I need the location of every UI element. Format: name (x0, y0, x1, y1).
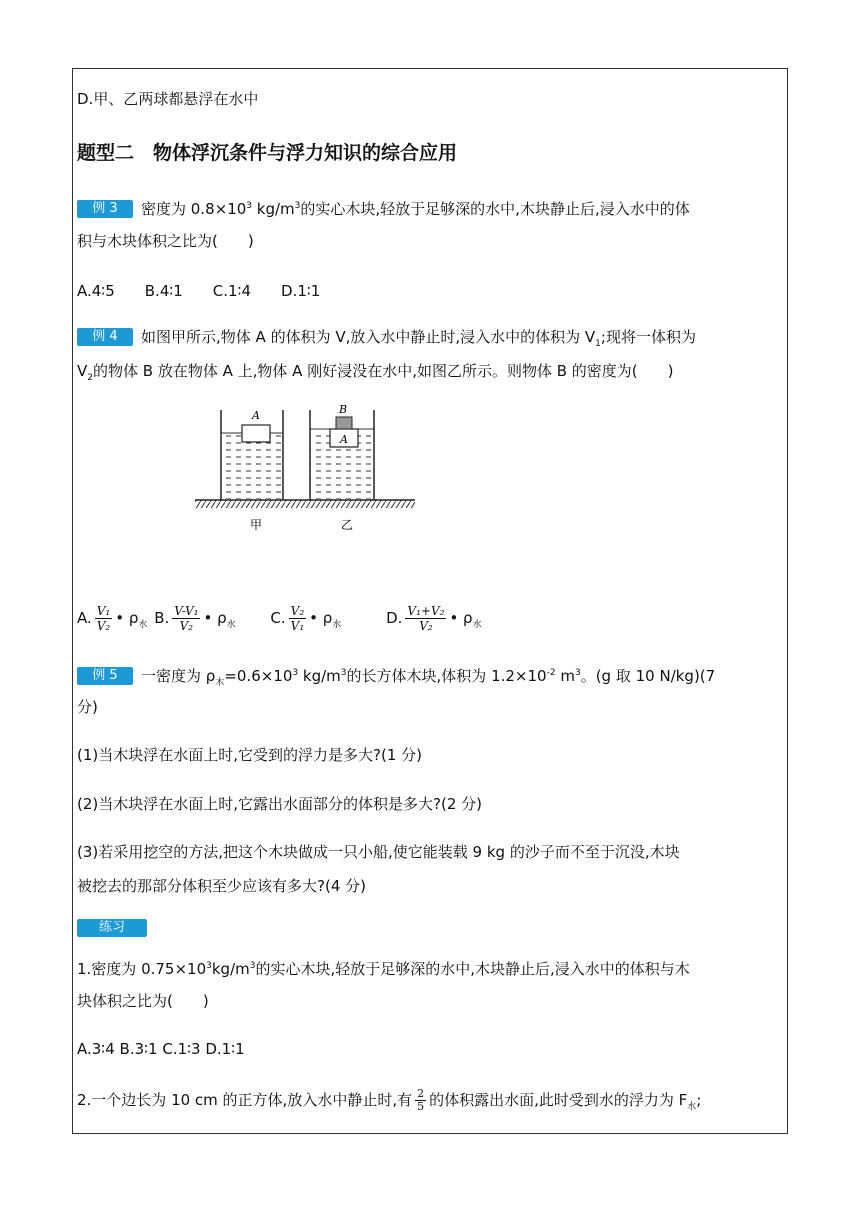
example-5-question-1: (1)当木块浮在水面上时,它受到的浮力是多大?(1 分) (77, 746, 422, 764)
option-c: C. $\frac{\text{V₂}}{\text{V₁}}$ • $\rho_水$ (270, 604, 342, 633)
example-5-question-3-line-2: 被挖去的那部分体积至少应该有多大?(4 分) (77, 877, 366, 895)
practice-tag: 练习 (77, 919, 147, 937)
example-3-line-1: 例 3 密度为 $0.8\times 10^3$ $kg/m^3$的实心木块,轻放于足够深的水中,木块静止后,浸入水中的体 (77, 196, 690, 220)
example-5-tag: 例 5 (77, 667, 133, 685)
option-d: D. $\frac{\text{V₁+V₂}}{\text{V₂}}$ • $\rho_水$ (386, 604, 482, 633)
example-4-line-1: 例 4 如图甲所示,物体 A 的体积为 V,放入水中静止时,浸入水中的体积为 $V_1$;现将一体积为 (77, 327, 696, 354)
example-5-line-2: 分) (77, 698, 98, 716)
example-3-options: A.4∶5 B.4∶1 C.1∶4 D.1∶1 (77, 282, 321, 300)
section-title: 题型二 物体浮沉条件与浮力知识的综合应用 (77, 142, 458, 164)
label-b: B (339, 403, 348, 416)
example-3-line-2: 积与木块体积之比为( ) (77, 232, 254, 250)
practice-2-line-1: 2.一个边长为 10 cm 的正方体,放入水中静止时,有 $\frac{2}{5}$ 的体积露出水面,此时受到水的浮力为 $F_水$; (77, 1087, 702, 1113)
example-4-options (77, 604, 482, 639)
example-3-tag: 例 3 (77, 200, 133, 218)
figure-label-yi: 乙 (341, 518, 354, 532)
beaker-right (310, 403, 374, 500)
example-4-tag: 例 4 (77, 328, 133, 346)
label-a-right: A (340, 433, 348, 446)
example-5-question-3-line-1: (3)若采用挖空的方法,把这个木块做成一只小船,使它能装载 9 kg 的沙子而不至于沉没,木块 (77, 843, 680, 861)
label-a-left: A (252, 409, 260, 422)
block-b (336, 417, 352, 429)
beaker-figure (195, 398, 415, 538)
example-5-question-2: (2)当木块浮在水面上时,它露出水面部分的体积是多大?(2 分) (77, 795, 482, 813)
example-5-line-1: 例 5 一密度为 $\rho_木=0.6\times 10^3$ $kg/m^3$的长方体木块,体积为 $1.2\times 10^{-2}$ $m^3$。(g 取 10 N/kg)(7 (77, 663, 715, 693)
practice-1-line-1: 1.密度为 $0.75\times 10^3kg/m^3$的实心木块,轻放于足够深的水中,木块静止后,浸入水中的体积与木 (77, 960, 690, 978)
option-d-line: D.甲、乙两球都悬浮在水中 (77, 90, 259, 108)
figure-label-jia: 甲 (250, 518, 263, 532)
practice-1-options: A.3∶4 B.3∶1 C.1∶3 D.1∶1 (77, 1040, 245, 1058)
option-b: B. $\frac{\text{V-V₁}}{\text{V₂}}$ • $\rho_水$ (154, 604, 236, 633)
option-a: A. $\frac{\text{V₁}}{\text{V₂}}$ • $\rho_水$ (77, 604, 148, 633)
practice-1-line-2: 块体积之比为( ) (77, 992, 209, 1010)
beaker-left (221, 409, 283, 500)
practice-tag-line (77, 918, 155, 939)
block-a-left (242, 425, 270, 442)
example-4-line-2: $V_2$的物体 B 放在物体 A 上,物体 A 刚好浸没在水中,如图乙所示。则物体 B 的密度为( ) (77, 362, 674, 383)
